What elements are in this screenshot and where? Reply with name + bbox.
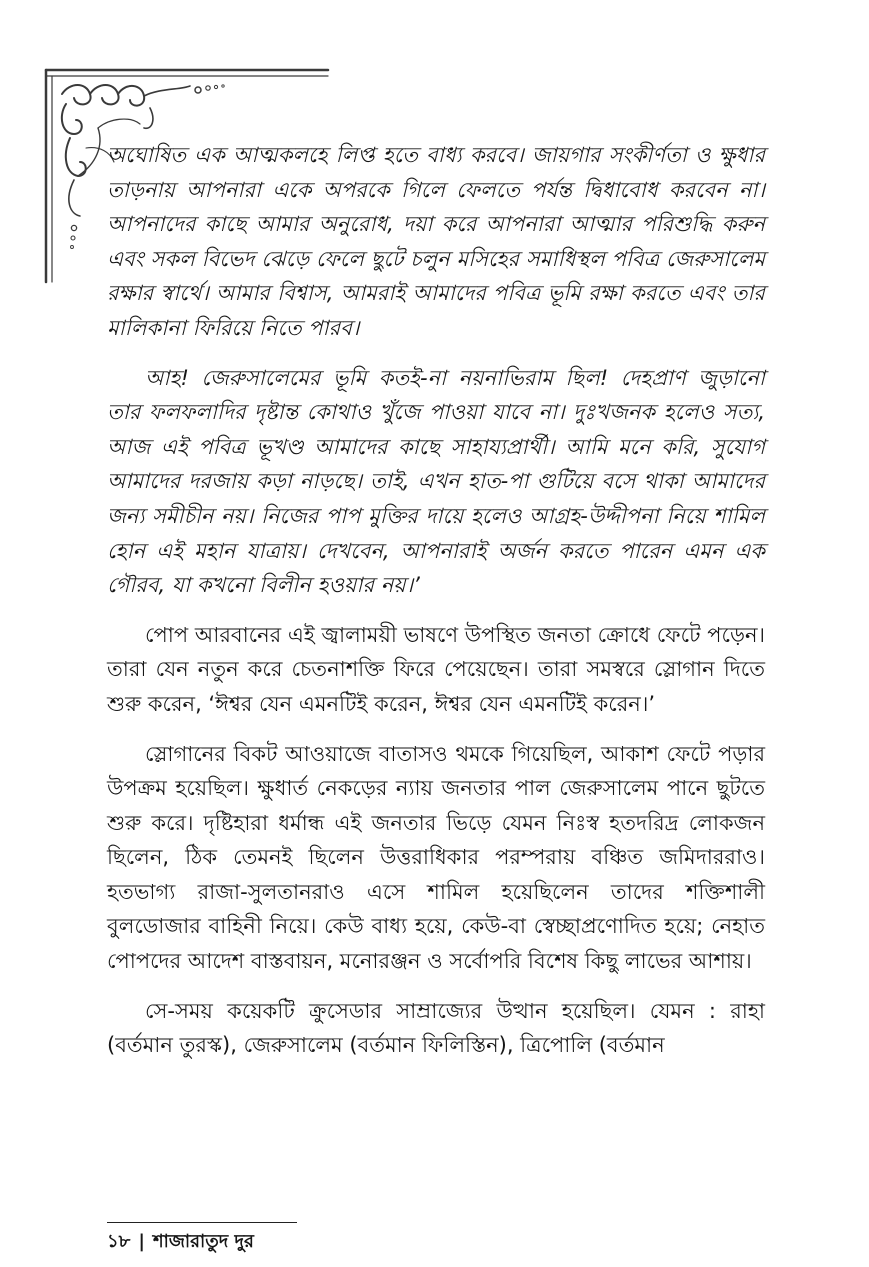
body-paragraph-1: পোপ আরবানের এই জ্বালাময়ী ভাষণে উপস্থিত জনতা ক্রোধে ফেটে পড়েন। তারা যেন নতুন করে চেতনাশক্তি ফিরে পেয়েছেন। তারা সমস্বরে স্লোগান দিতে শুরু করেন, ‘ঈশ্বর যেন এমনটিই করেন, ঈশ্বর যেন এমনটিই করেন।’ bbox=[107, 622, 765, 716]
quote-paragraph-1: অঘোষিত এক আত্মকলহে লিপ্ত হতে বাধ্য করবে। জায়গার সংকীর্ণতা ও ক্ষুধার তাড়নায় আপনারা একে অপরকে গিলে ফেলতে পর্যন্ত দ্বিধাবোধ করবেন না। আপনাদের কাছে আমার অনুরোধ, দয়া করে আপনারা আত্মার পরিশুদ্ধি করুন এবং সকল বিভেদ ঝেড়ে ফেলে ছুটে চলুন মসিহের সমাধিস্থল পবিত্র জেরুসালেম রক্ষার স্বার্থে। আমার বিশ্বাস, আমরাই আমাদের পবিত্র ভূমি রক্ষা করতে এবং তার মালিকানা ফিরিয়ে নিতে পারব। bbox=[107, 143, 765, 340]
footer-separator: | bbox=[138, 1231, 145, 1252]
quote-paragraph-2: আহ! জেরুসালেমের ভূমি কতই-না নয়নাভিরাম ছিল! দেহপ্রাণ জুড়ানো তার ফলফলাদির দৃষ্টান্ত কোথাও খুঁজে পাওয়া যাবে না। দুঃখজনক হলেও সত্য, আজ এই পবিত্র ভূখণ্ড আমাদের কাছে সাহায্যপ্রার্থী। আমি মনে করি, সুযোগ আমাদের দরজায় কড়া নাড়ছে। তাই, এখন হাত-পা গুটিয়ে বসে থাকা আমাদের জন্য সমীচীন নয়। নিজের পাপ মুক্তির দায়ে হলেও আগ্রহ-উদ্দীপনা নিয়ে শামিল হোন এই মহান যাত্রায়। দেখবেন, আপনারাই অর্জন করতে পারেন এমন এক গৌরব, যা কখনো বিলীন হওয়ার নয়।’ bbox=[107, 365, 765, 598]
page-body bbox=[107, 138, 765, 1063]
body-paragraph-3: সে-সময় কয়েকটি ক্রুসেডার সাম্রাজ্যের উত্থান হয়েছিল। যেমন : রাহা (বর্তমান তুরস্ক), জেরুসালেম (বর্তমান ফিলিস্তিন), ত্রিপোলি (বর্তমান bbox=[107, 998, 765, 1058]
body-paragraph-2: স্লোগানের বিকট আওয়াজে বাতাসও থমকে গিয়েছিল, আকাশ ফেটে পড়ার উপক্রম হয়েছিল। ক্ষুধার্ত নেকড়ের ন্যায় জনতার পাল জেরুসালেম পানে ছুটতে শুরু করে। দৃষ্টিহারা ধর্মান্ধ এই জনতার ভিড়ে যেমন নিঃস্ব হতদরিদ্র লোকজন ছিলেন, ঠিক তেমনই ছিলেন উত্তরাধিকার পরম্পরায় বঞ্চিত জমিদাররাও। হতভাগ্য রাজা-সুলতানরাও এসে শামিল হয়েছিলেন তাদের শক্তিশালী বুলডোজার বাহিনী নিয়ে। কেউ বাধ্য হয়ে, কেউ-বা স্বেচ্ছাপ্রণোদিত হয়ে; নেহাত পোপদের আদেশ বাস্তবায়ন, মনোরঞ্জন ও সর্বোপরি বিশেষ কিছু লাভের আশায়। bbox=[107, 741, 766, 974]
page-number: ১৮ bbox=[107, 1231, 131, 1252]
page-footer bbox=[107, 1222, 297, 1255]
book-title: শাজারাতুদ দুর bbox=[152, 1231, 254, 1252]
